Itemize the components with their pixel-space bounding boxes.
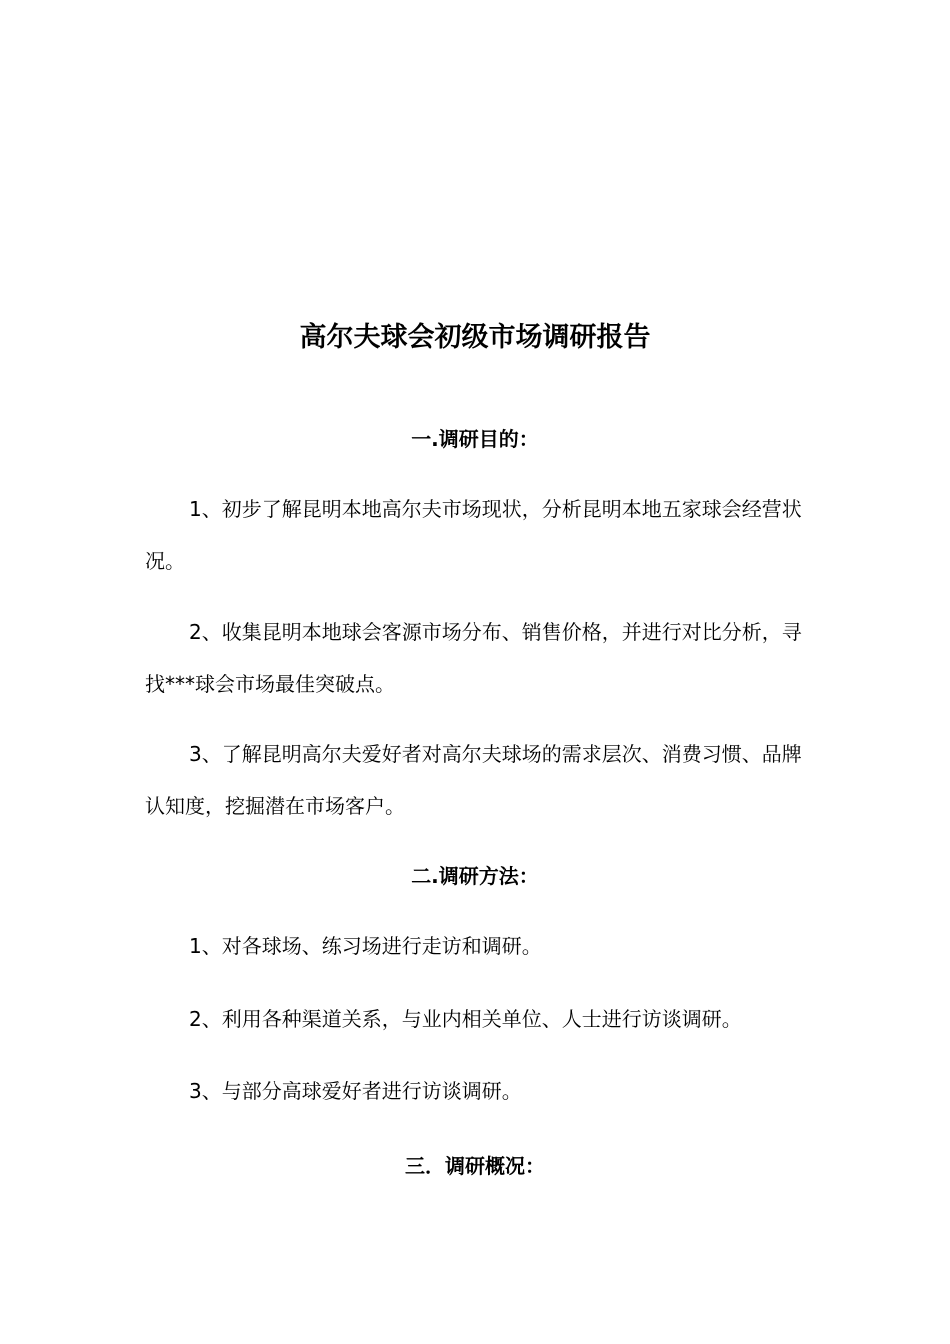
method-item-1: 1、对各球场、练习场进行走访和调研。 bbox=[189, 934, 542, 958]
section-heading-purpose: 一.调研目的： bbox=[411, 427, 539, 451]
document-title: 高尔夫球会初级市场调研报告 bbox=[299, 322, 651, 353]
section-heading-method: 二.调研方法： bbox=[411, 864, 539, 888]
section-heading-overview: 三．调研概况： bbox=[405, 1154, 545, 1178]
method-item-2: 2、利用各种渠道关系，与业内相关单位、人士进行访谈调研。 bbox=[189, 1007, 742, 1031]
purpose-paragraph-3: 3、了解昆明高尔夫爱好者对高尔夫球场的需求层次、消费习惯、品牌认知度，挖掘潜在市场客户。 bbox=[145, 742, 802, 818]
purpose-paragraph-2: 2、收集昆明本地球会客源市场分布、销售价格，并进行对比分析，寻找***球会市场最佳突破点。 bbox=[145, 620, 802, 696]
purpose-paragraph-1: 1、初步了解昆明本地高尔夫市场现状，分析昆明本地五家球会经营状况。 bbox=[145, 497, 802, 573]
method-item-3: 3、与部分高球爱好者进行访谈调研。 bbox=[189, 1079, 522, 1103]
